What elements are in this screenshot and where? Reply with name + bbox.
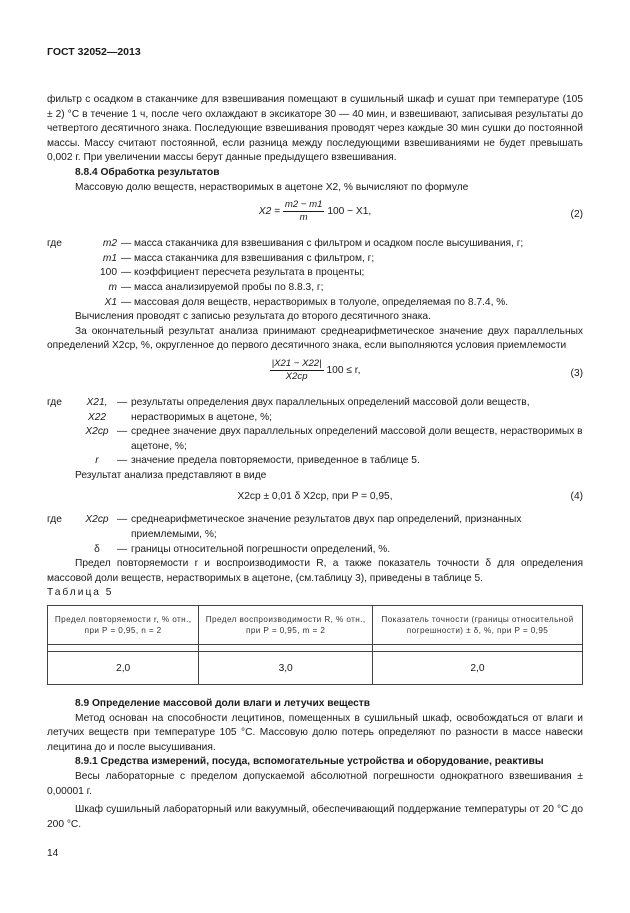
legend-key: m2 xyxy=(102,238,117,250)
legend-text: — масса стаканчика для взвешивания с фильтром, г; xyxy=(121,252,375,264)
legend-key: X2ср xyxy=(85,514,109,526)
document-body xyxy=(47,93,583,832)
paragraph-oven: Шкаф сушильный лабораторный или вакуумный, обеспечивающий поддержание температуры от 20 °С до 200 °С. xyxy=(47,804,583,830)
legend-text: — масса анализируемой пробы по 8.8.3, г; xyxy=(121,281,324,293)
formula-3-rest: 100 ≤ r, xyxy=(326,365,361,377)
formula-4-body: X2ср ± 0,01 δ X2ср, при P = 0,95, xyxy=(237,491,393,503)
table-cell: 2,0 xyxy=(48,652,199,685)
formula-4 xyxy=(47,487,583,509)
formula-3-numerator: |X21 − X22| xyxy=(271,357,322,369)
paragraph-result-form: Результат анализа представляют в виде xyxy=(75,469,267,481)
section-8-9-1: 8.9.1 Средства измерений, посуда, вспомогательные устройства и оборудование, реактивы xyxy=(75,756,544,768)
paragraph-method: Метод основан на способности лецитинов, помещенных в сушильный шкаф, освобождаться от влаги и летучих веществ при температуре 105 °С. Массовую долю потерь определяют по разности в массе навески лецитина до и после высушивания. xyxy=(47,712,583,753)
paragraph-final-result: За окончательный результат анализа принимают среднеарифметическое значение двух параллельных определений X2ср, %, округленное до первого десятичного знака, если выполняются условия приемлемости xyxy=(47,325,583,352)
table-caption: Таблица 5 xyxy=(47,587,114,599)
legend-formula-4: где X2ср — среднеарифметическое значение результатов двух пар определений, признанных приемлемыми, %; δ — границы относительной погрешности определений, %. xyxy=(47,513,583,557)
formula-2-number: (2) xyxy=(570,209,583,221)
formula-3-fraction xyxy=(270,358,324,383)
legend-text: — коэффициент пересчета результата в проценты; xyxy=(121,267,365,279)
section-8-8-4: 8.8.4 Обработка результатов xyxy=(75,166,220,178)
legend-text: — массовая доля веществ, нерастворимых в толуоле, определяемая по 8.7.4, %. xyxy=(121,296,509,308)
legend-key: 100 xyxy=(100,267,117,279)
formula-2 xyxy=(47,199,583,233)
paragraph-formula-intro: Массовую долю веществ, нерастворимых в ацетоне X2, % вычисляют по формуле xyxy=(75,181,469,193)
legend-key: m xyxy=(108,281,117,293)
legend-text: среднеарифметическое значение результатов двух пар определений, признанных приемлемыми, %; xyxy=(131,514,522,541)
table-cell: 3,0 xyxy=(199,652,373,685)
paragraph-drying: фильтр с осадком в стаканчике для взвешивания помещают в сушильный шкаф и сушат при температуре (105 ± 2) °С в течение 1 ч, после чего охлаждают в эксикаторе 30 — 40 мин, и взвешивают, записывая результаты до четвертого десятичного знака. Последующие взвешивания проводят через каждые 30 мин сушки до постоянной массы. Массу считают постоянной, если разница между последующими взвешиваниями не будет превышать 0,002 г. При увеличении массы берут данные предыдущего взвешивания. xyxy=(47,94,583,164)
legend-key: m1 xyxy=(102,252,117,264)
formula-2-lhs: X2 = xyxy=(258,206,281,218)
table-header-cell: Предел воспроизводимости R, % отн., при P = 0,95, m = 2 xyxy=(199,606,373,645)
legend-pre: где xyxy=(47,238,62,250)
paragraph-limits: Предел повторяемости r и воспроизводимости R, а также показатель точности δ для определения массовой доли веществ, нерастворимых в ацетоне, (см.таблицу 3), приведены в таблице 5. xyxy=(47,558,583,584)
legend-pre: где xyxy=(47,514,62,526)
formula-2-fraction xyxy=(283,199,325,224)
formula-4-number: (4) xyxy=(570,491,583,503)
formula-2-rest: 100 − X1, xyxy=(327,206,372,218)
legend-key: X1 xyxy=(104,296,117,308)
legend-pre: где xyxy=(47,396,62,408)
section-8-9: 8.9 Определение массовой доли влаги и летучих веществ xyxy=(75,698,371,710)
table-header-cell: Предел повторяемости r, % отн., при P = 0,95, n = 2 xyxy=(48,606,199,645)
formula-3-number: (3) xyxy=(570,367,583,379)
document-header: ГОСТ 32052—2013 xyxy=(47,46,141,58)
legend-key: r xyxy=(95,455,99,467)
legend-key: X21, X22 xyxy=(86,396,108,423)
formula-2-numerator: m2 − m1 xyxy=(284,199,323,211)
legend-text: среднее значение двух параллельных определений массовой доли веществ, нерастворимых в ацетоне, %; xyxy=(131,426,583,452)
legend-formula-2 xyxy=(47,237,583,310)
legend-text: результаты определения двух параллельных определений массовой доли веществ, нерастворимых в ацетоне, %; xyxy=(131,396,530,423)
legend-text: — масса стаканчика для взвешивания с фильтром и осадком после высушивания, г; xyxy=(121,238,524,250)
formula-2-denominator: m xyxy=(299,212,308,224)
legend-key: X2ср xyxy=(85,426,109,438)
paragraph-scales: Весы лабораторные с пределом допускаемой абсолютной погрешности однократного взвешивания ± 0,00001 г. xyxy=(47,771,583,797)
table-cell: 2,0 xyxy=(373,652,583,685)
legend-key: δ xyxy=(94,543,100,555)
paragraph-precision: Вычисления проводят с записью результата до второго десятичного знака. xyxy=(75,311,431,323)
formula-3 xyxy=(47,358,583,392)
legend-formula-3: где X21, X22 — результаты определения двух параллельных определений массовой доли веществ, нерастворимых в ацетоне, %; X2ср — среднее значение двух параллельных определений массовой доли веществ, нерастворимых в ацетоне, %; r — значение предела повторяемости, приведенное в таблице 5. xyxy=(47,396,583,469)
legend-text: значение предела повторяемости, приведенное в таблице 5. xyxy=(131,455,420,467)
legend-text: границы относительной погрешности определений, %. xyxy=(131,543,391,555)
table-header-cell: Показатель точности (границы относительной погрешности) ± δ, %, при P = 0,95 xyxy=(373,606,583,645)
page-number: 14 xyxy=(47,848,59,859)
formula-3-denominator: X2ср xyxy=(285,370,308,382)
table-5 xyxy=(47,605,583,685)
